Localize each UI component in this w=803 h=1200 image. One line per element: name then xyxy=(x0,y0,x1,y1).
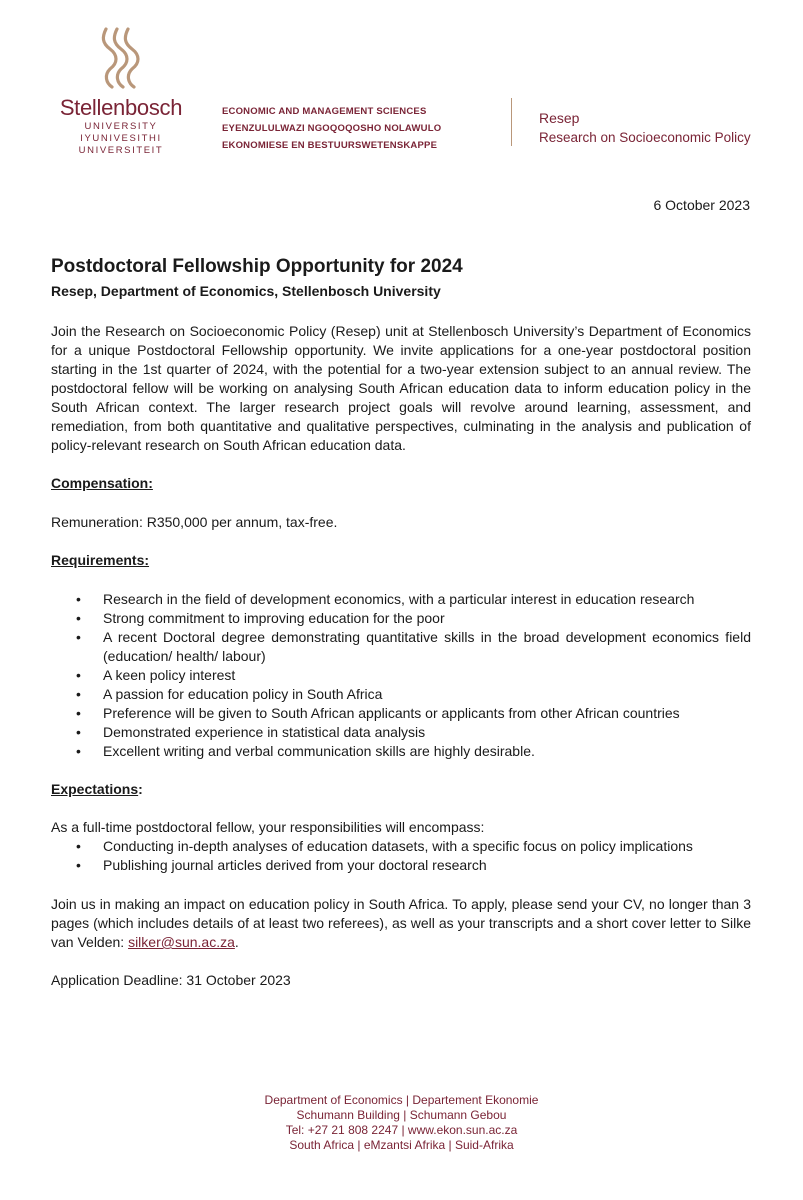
header-divider xyxy=(511,98,512,146)
logo-wordmark: Stellenbosch xyxy=(59,95,183,120)
bullet: • xyxy=(76,857,81,873)
list-item xyxy=(51,628,751,666)
compensation-text: Remuneration: R350,000 per annum, tax-free. xyxy=(51,514,338,530)
list-item xyxy=(51,590,751,609)
unit-name-block xyxy=(539,108,751,148)
bullet: • xyxy=(76,686,81,702)
university-logo xyxy=(55,25,187,157)
footer-line: South Africa | eMzantsi Afrika | Suid-Afrika xyxy=(289,1138,514,1152)
list-item xyxy=(51,723,751,742)
logo-sub-line: UNIVERSITY xyxy=(84,121,158,132)
list-item-text: A keen policy interest xyxy=(103,667,236,683)
page-subtitle: Resep, Department of Economics, Stellenbosch University xyxy=(51,283,441,299)
list-item-text: A passion for education policy in South Africa xyxy=(103,686,383,702)
expectations-list xyxy=(51,837,751,875)
expectations-heading xyxy=(51,780,751,799)
list-item-text: Conducting in-depth analyses of education datasets, with a specific focus on policy implications xyxy=(103,838,693,854)
bullet: • xyxy=(76,591,81,607)
list-item-text: Preference will be given to South African applicants or applicants from other African countries xyxy=(103,705,680,721)
list-item-text: Research in the field of development economics, with a particular interest in education research xyxy=(103,591,695,607)
expectations-heading-text: Expectations xyxy=(51,781,139,797)
unit-full-name: Research on Socioeconomic Policy xyxy=(539,130,751,145)
university-crest-icon xyxy=(98,25,144,91)
faculty-line: EYENZULULWAZI NGOQOQOSHO NOLAWULO xyxy=(222,123,442,134)
letter-date: 6 October 2023 xyxy=(653,197,750,213)
list-item-text: Excellent writing and verbal communication skills are highly desirable. xyxy=(103,743,535,759)
apply-paragraph xyxy=(51,895,751,952)
list-item xyxy=(51,837,751,856)
list-item xyxy=(51,856,751,875)
bullet: • xyxy=(76,629,81,645)
apply-end: . xyxy=(234,934,239,950)
email-link[interactable]: silker@sun.ac.za xyxy=(128,934,235,950)
bullet: • xyxy=(76,743,81,759)
letter-body xyxy=(51,255,751,990)
list-item xyxy=(51,704,751,723)
list-item xyxy=(51,609,751,628)
list-item-text: A recent Doctoral degree demonstrating quantitative skills in the broad development economics field (education/ health/ labour) xyxy=(103,629,751,664)
list-item-text: Demonstrated experience in statistical data analysis xyxy=(103,724,426,740)
expectations-intro: As a full-time postdoctoral fellow, your responsibilities will encompass: xyxy=(51,819,485,835)
footer-line: Department of Economics | Departement Ekonomie xyxy=(264,1093,539,1107)
faculty-name xyxy=(222,103,441,154)
list-item-text: Publishing journal articles derived from your doctoral research xyxy=(103,857,487,873)
intro-paragraph: Join the Research on Socioeconomic Policy (Resep) unit at Stellenbosch University’s Department of Economics for a unique Postdoctoral Fellowship opportunity. We invite applications for a one-year postdoctoral position starting in the 1st quarter of 2024, with the potential for a two-year extension subject to an annual review. The postdoctoral fellow will be working on analysing South African education data to inform education policy in the South African context. The larger research project goals will revolve around learning, assessment, and remediation, from both quantitative and qualitative perspectives, culminating in the analysis and publication of policy-relevant research on South African education data. xyxy=(51,323,751,453)
footer-line: Tel: +27 21 808 2247 | www.ekon.sun.ac.za xyxy=(285,1123,518,1137)
list-item-text: Strong commitment to improving education for the poor xyxy=(103,610,445,626)
list-item xyxy=(51,742,751,761)
bullet: • xyxy=(76,667,81,683)
footer-line: Schumann Building | Schumann Gebou xyxy=(296,1108,507,1122)
faculty-line: EKONOMIESE EN BESTUURSWETENSKAPPE xyxy=(222,140,438,151)
compensation-heading: Compensation: xyxy=(51,475,153,491)
expectations-heading-colon: : xyxy=(138,781,143,797)
unit-name: Resep xyxy=(539,110,580,126)
bullet: • xyxy=(76,610,81,626)
logo-sub-line: UNIVERSITEIT xyxy=(78,145,164,156)
application-deadline: Application Deadline: 31 October 2023 xyxy=(51,972,291,988)
letter-footer xyxy=(0,1093,803,1153)
list-item xyxy=(51,685,751,704)
list-item xyxy=(51,666,751,685)
bullet: • xyxy=(76,838,81,854)
requirements-heading: Requirements: xyxy=(51,552,150,568)
logo-sub-line: IYUNIVESITHI xyxy=(80,133,162,144)
apply-text: Join us in making an impact on education policy in South Africa. To apply, please send your CV, no longer than 3 pages (which includes details of at least two referees), as well as your transcripts and a short cover letter to Silke van Velden: xyxy=(51,896,751,950)
faculty-line: ECONOMIC AND MANAGEMENT SCIENCES xyxy=(222,106,427,117)
bullet: • xyxy=(76,705,81,721)
page-title: Postdoctoral Fellowship Opportunity for 2024 xyxy=(51,256,463,277)
requirements-list xyxy=(51,590,751,761)
bullet: • xyxy=(76,724,81,740)
